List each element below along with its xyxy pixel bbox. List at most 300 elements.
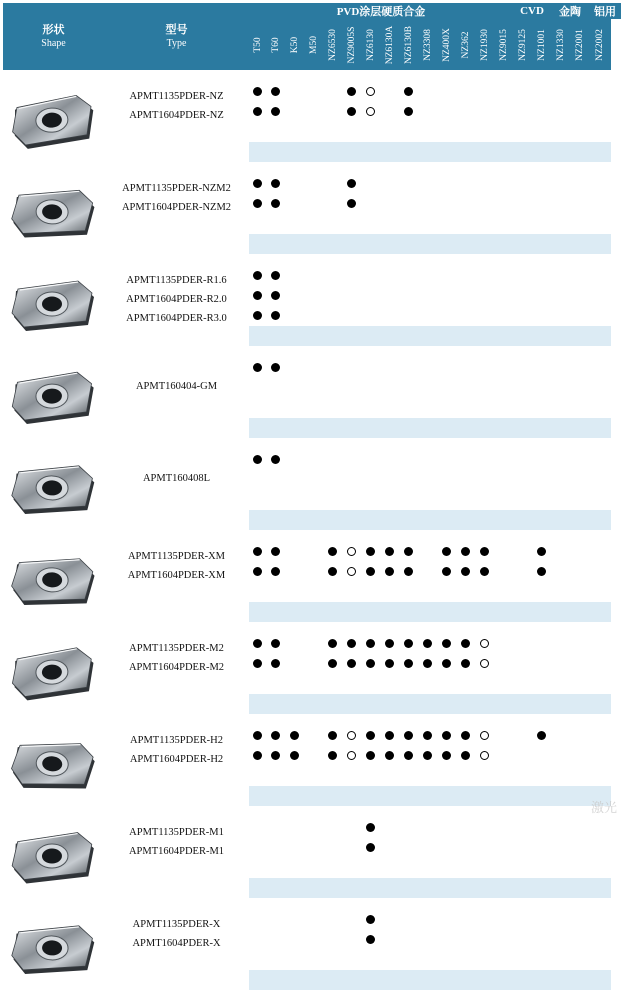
grade-cell: [399, 470, 418, 490]
header-grade: [418, 19, 437, 70]
grade-cell: [380, 786, 399, 806]
grade-cell: [380, 602, 399, 622]
grade-cell: [494, 582, 513, 602]
grade-cell: [323, 602, 342, 622]
table-row: [3, 910, 621, 930]
grade-cell: [418, 674, 437, 694]
grade-cell: [361, 194, 380, 214]
grade-cell: [494, 194, 513, 214]
grade-label: NZ1330: [555, 28, 566, 61]
type-code: APMT1135PDER-NZM2: [122, 183, 231, 194]
grade-cell: [532, 82, 551, 102]
grade-cell: [551, 82, 570, 102]
grade-cell: [437, 878, 456, 898]
grade-cell: [249, 950, 267, 970]
grade-cell: [323, 286, 342, 306]
grade-cell: [399, 674, 418, 694]
grade-cell: [570, 418, 589, 438]
grade-cell: [437, 490, 456, 510]
grade-cell: [285, 858, 304, 878]
grade-cell: [304, 858, 323, 878]
recommended-mark: [271, 271, 280, 280]
optional-mark: [347, 567, 356, 576]
grade-cell: [456, 746, 475, 766]
grade-cell: [342, 970, 361, 990]
grade-cell: [456, 234, 475, 254]
grade-cell: [361, 82, 380, 102]
grade-cell: [589, 838, 611, 858]
grade-cell: [361, 174, 380, 194]
grade-cell: [551, 510, 570, 530]
recommended-mark: [328, 547, 337, 556]
grade-cell: [456, 102, 475, 122]
grade-cell: [513, 838, 532, 858]
recommended-mark: [253, 567, 262, 576]
grade-cell: [589, 634, 611, 654]
grade-cell: [570, 102, 589, 122]
shape-cell: [3, 82, 104, 162]
recommended-mark: [271, 455, 280, 464]
grade-cell: [249, 82, 267, 102]
grade-cell: [380, 726, 399, 746]
grade-cell: [249, 694, 267, 714]
grade-cell: [304, 214, 323, 234]
grade-cell: [475, 818, 494, 838]
recommended-mark: [385, 639, 394, 648]
recommended-mark: [271, 659, 280, 668]
grade-cell: [475, 306, 494, 326]
grade-cell: [399, 102, 418, 122]
grade-cell: [304, 582, 323, 602]
grade-cell: [249, 562, 267, 582]
grade-cell: [361, 510, 380, 530]
grade-cell: [532, 418, 551, 438]
grade-cell: [361, 358, 380, 378]
grade-cell: [437, 970, 456, 990]
grade-cell: [570, 970, 589, 990]
grade-label: NZ2002: [595, 28, 606, 61]
grade-cell: [418, 174, 437, 194]
grade-cell: [494, 378, 513, 398]
grade-cell: [323, 674, 342, 694]
optional-mark: [347, 547, 356, 556]
grade-cell: [267, 234, 285, 254]
grade-cell: [380, 214, 399, 234]
grade-cell: [475, 542, 494, 562]
grade-cell: [380, 582, 399, 602]
grade-cell: [532, 266, 551, 286]
grade-cell: [304, 674, 323, 694]
grade-cell: [456, 378, 475, 398]
grade-cell: [551, 878, 570, 898]
grade-cell: [285, 602, 304, 622]
grade-cell: [285, 122, 304, 142]
optional-mark: [347, 731, 356, 740]
grade-cell: [570, 878, 589, 898]
grade-cell: [418, 766, 437, 786]
grade-cell: [267, 378, 285, 398]
grade-cell: [399, 122, 418, 142]
grade-cell: [361, 726, 380, 746]
grade-cell: [399, 174, 418, 194]
grade-cell: [532, 970, 551, 990]
grade-cell: [589, 378, 611, 398]
grade-cell: [551, 970, 570, 990]
grade-cell: [380, 470, 399, 490]
shape-cell: [3, 174, 104, 254]
grade-cell: [551, 766, 570, 786]
grade-cell: [589, 358, 611, 378]
grade-cell: [456, 510, 475, 530]
grade-cell: [342, 562, 361, 582]
grade-cell: [494, 234, 513, 254]
grade-cell: [551, 326, 570, 346]
grade-cell: [456, 786, 475, 806]
grade-cell: [380, 378, 399, 398]
grade-cell: [437, 510, 456, 530]
grade-cell: [285, 306, 304, 326]
grade-cell: [323, 910, 342, 930]
recommended-mark: [366, 915, 375, 924]
recommended-mark: [442, 567, 451, 576]
grade-cell: [361, 214, 380, 234]
grade-cell: [285, 490, 304, 510]
grade-cell: [285, 582, 304, 602]
grade-cell: [494, 838, 513, 858]
recommended-mark: [253, 455, 262, 464]
grade-cell: [304, 542, 323, 562]
grade-cell: [418, 286, 437, 306]
grade-cell: [494, 470, 513, 490]
grade-cell: [456, 398, 475, 418]
grade-cell: [361, 694, 380, 714]
header-grade: [551, 19, 570, 70]
grade-cell: [399, 726, 418, 746]
grade-cell: [570, 746, 589, 766]
grade-cell: [475, 122, 494, 142]
grade-cell: [304, 746, 323, 766]
grade-cell: [513, 174, 532, 194]
grade-cell: [589, 818, 611, 838]
grade-cell: [589, 694, 611, 714]
grade-cell: [551, 694, 570, 714]
grade-cell: [304, 194, 323, 214]
grade-cell: [380, 286, 399, 306]
grade-cell: [285, 326, 304, 346]
grade-cell: [437, 602, 456, 622]
grade-cell: [267, 674, 285, 694]
grade-cell: [361, 970, 380, 990]
grade-cell: [418, 490, 437, 510]
grade-label: T50: [253, 36, 263, 53]
grade-cell: [589, 194, 611, 214]
grade-cell: [475, 358, 494, 378]
table-row: [3, 358, 621, 378]
grade-cell: [380, 970, 399, 990]
grade-cell: [494, 970, 513, 990]
header-grade: [494, 19, 513, 70]
grade-cell: [267, 214, 285, 234]
grade-cell: [399, 510, 418, 530]
grade-cell: [475, 582, 494, 602]
grade-label: NZ6130A: [384, 25, 395, 64]
grade-cell: [551, 398, 570, 418]
grade-cell: [456, 562, 475, 582]
grade-cell: [589, 510, 611, 530]
grade-cell: [267, 490, 285, 510]
header-grade: [589, 19, 611, 70]
grade-cell: [342, 142, 361, 162]
recommended-mark: [366, 935, 375, 944]
grade-cell: [267, 694, 285, 714]
grade-cell: [304, 694, 323, 714]
grade-cell: [380, 746, 399, 766]
grade-cell: [361, 378, 380, 398]
grade-cell: [513, 766, 532, 786]
recommended-mark: [404, 547, 413, 556]
grade-cell: [323, 326, 342, 346]
grade-cell: [285, 970, 304, 990]
grade-cell: [532, 674, 551, 694]
recommended-mark: [442, 547, 451, 556]
header-shape-zh: 形状: [42, 23, 65, 36]
header-shape-en: Shape: [41, 37, 66, 49]
grade-cell: [437, 174, 456, 194]
header-grade: [342, 19, 361, 70]
grade-cell: [399, 746, 418, 766]
grade-cell: [589, 582, 611, 602]
grade-cell: [437, 194, 456, 214]
grade-cell: [437, 746, 456, 766]
grade-cell: [437, 286, 456, 306]
grade-cell: [532, 102, 551, 122]
grade-cell: [285, 786, 304, 806]
header-grade: [361, 19, 380, 70]
grade-cell: [323, 746, 342, 766]
grade-cell: [551, 562, 570, 582]
grade-cell: [399, 450, 418, 470]
grade-cell: [475, 674, 494, 694]
grade-cell: [494, 786, 513, 806]
header-grade: [513, 19, 532, 70]
grade-cell: [304, 398, 323, 418]
grade-cell: [513, 726, 532, 746]
grade-cell: [323, 142, 342, 162]
grade-cell: [361, 746, 380, 766]
recommended-mark: [385, 567, 394, 576]
grade-cell: [437, 542, 456, 562]
grade-cell: [285, 214, 304, 234]
grade-cell: [532, 194, 551, 214]
grade-cell: [532, 174, 551, 194]
header-group: 金陶: [551, 3, 589, 19]
grade-cell: [380, 450, 399, 470]
grade-cell: [570, 306, 589, 326]
optional-mark: [480, 731, 489, 740]
insert-image: [8, 829, 100, 887]
grade-cell: [361, 858, 380, 878]
recommended-mark: [271, 199, 280, 208]
grade-cell: [551, 746, 570, 766]
grade-cell: [342, 378, 361, 398]
grade-cell: [532, 878, 551, 898]
grade-cell: [532, 858, 551, 878]
grade-cell: [249, 142, 267, 162]
recommended-mark: [366, 731, 375, 740]
grade-cell: [342, 838, 361, 858]
grade-cell: [475, 450, 494, 470]
grade-cell: [267, 358, 285, 378]
grade-cell: [380, 766, 399, 786]
grade-cell: [399, 858, 418, 878]
grade-cell: [323, 582, 342, 602]
group-gap: [3, 70, 611, 82]
grade-cell: [475, 286, 494, 306]
type-code: APMT1135PDER-X: [132, 919, 221, 930]
grade-cell: [323, 122, 342, 142]
grade-cell: [304, 602, 323, 622]
grade-cell: [513, 786, 532, 806]
grade-cell: [494, 286, 513, 306]
grade-cell: [323, 378, 342, 398]
grade-cell: [418, 654, 437, 674]
grade-cell: [513, 266, 532, 286]
grade-cell: [456, 142, 475, 162]
grade-cell: [304, 266, 323, 286]
grade-cell: [551, 858, 570, 878]
recommended-mark: [347, 639, 356, 648]
grade-cell: [456, 950, 475, 970]
grade-cell: [285, 930, 304, 950]
grade-cell: [532, 582, 551, 602]
grade-cell: [342, 930, 361, 950]
grade-cell: [570, 122, 589, 142]
recommended-mark: [328, 751, 337, 760]
grade-cell: [494, 306, 513, 326]
grade-cell: [570, 694, 589, 714]
group-gap: [3, 714, 611, 726]
grade-cell: [475, 194, 494, 214]
optional-mark: [480, 659, 489, 668]
grade-cell: [437, 234, 456, 254]
grade-selection-table: [3, 3, 621, 949]
recommended-mark: [442, 639, 451, 648]
grade-cell: [437, 358, 456, 378]
grade-label: T60: [271, 36, 281, 53]
grade-cell: [399, 930, 418, 950]
grade-cell: [513, 674, 532, 694]
grade-cell: [342, 286, 361, 306]
grade-cell: [551, 266, 570, 286]
grade-cell: [249, 490, 267, 510]
grade-cell: [323, 234, 342, 254]
grade-cell: [361, 838, 380, 858]
grade-cell: [399, 542, 418, 562]
grade-cell: [399, 326, 418, 346]
grade-cell: [418, 858, 437, 878]
grade-cell: [285, 174, 304, 194]
grade-cell: [437, 122, 456, 142]
grade-cell: [249, 930, 267, 950]
grade-cell: [570, 858, 589, 878]
grade-cell: [285, 634, 304, 654]
recommended-mark: [480, 567, 489, 576]
grade-cell: [532, 602, 551, 622]
grade-cell: [267, 510, 285, 530]
grade-cell: [475, 838, 494, 858]
grade-cell: [513, 214, 532, 234]
grade-cell: [249, 174, 267, 194]
grade-cell: [304, 378, 323, 398]
grade-cell: [380, 174, 399, 194]
grade-cell: [380, 326, 399, 346]
grade-cell: [513, 654, 532, 674]
grade-cell: [342, 654, 361, 674]
grade-cell: [437, 634, 456, 654]
grade-cell: [570, 82, 589, 102]
grade-cell: [399, 818, 418, 838]
shape-cell: [3, 818, 104, 898]
grade-cell: [342, 418, 361, 438]
grade-cell: [532, 694, 551, 714]
grade-cell: [456, 634, 475, 654]
grade-cell: [418, 838, 437, 858]
grade-cell: [475, 562, 494, 582]
grade-cell: [494, 398, 513, 418]
grade-cell: [342, 910, 361, 930]
grade-cell: [494, 418, 513, 438]
grade-cell: [437, 214, 456, 234]
type-code: APMT1604PDER-R2.0: [126, 294, 227, 305]
grade-cell: [589, 102, 611, 122]
grade-cell: [361, 950, 380, 970]
insert-image: [8, 461, 100, 519]
insert-image: [8, 921, 100, 979]
grade-cell: [475, 910, 494, 930]
grade-cell: [494, 510, 513, 530]
recommended-mark: [404, 659, 413, 668]
grade-cell: [437, 562, 456, 582]
type-code: APMT1604PDER-M2: [128, 662, 225, 673]
grade-cell: [342, 326, 361, 346]
grade-label: NZ3308: [422, 28, 433, 61]
header-type: [104, 3, 249, 70]
grade-cell: [589, 470, 611, 490]
grade-cell: [570, 634, 589, 654]
grade-cell: [342, 398, 361, 418]
grade-cell: [249, 970, 267, 990]
grade-cell: [304, 654, 323, 674]
header-grade: [475, 19, 494, 70]
grade-cell: [399, 194, 418, 214]
grade-cell: [494, 950, 513, 970]
grade-cell: [285, 82, 304, 102]
grade-cell: [494, 602, 513, 622]
recommended-mark: [253, 639, 262, 648]
grade-cell: [249, 838, 267, 858]
recommended-mark: [290, 731, 299, 740]
insert-image: [8, 185, 100, 243]
grade-cell: [361, 910, 380, 930]
grade-cell: [475, 214, 494, 234]
recommended-mark: [404, 567, 413, 576]
grade-cell: [532, 326, 551, 346]
grade-cell: [285, 286, 304, 306]
grade-cell: [399, 786, 418, 806]
grade-cell: [475, 326, 494, 346]
grade-cell: [361, 122, 380, 142]
grade-cell: [323, 970, 342, 990]
